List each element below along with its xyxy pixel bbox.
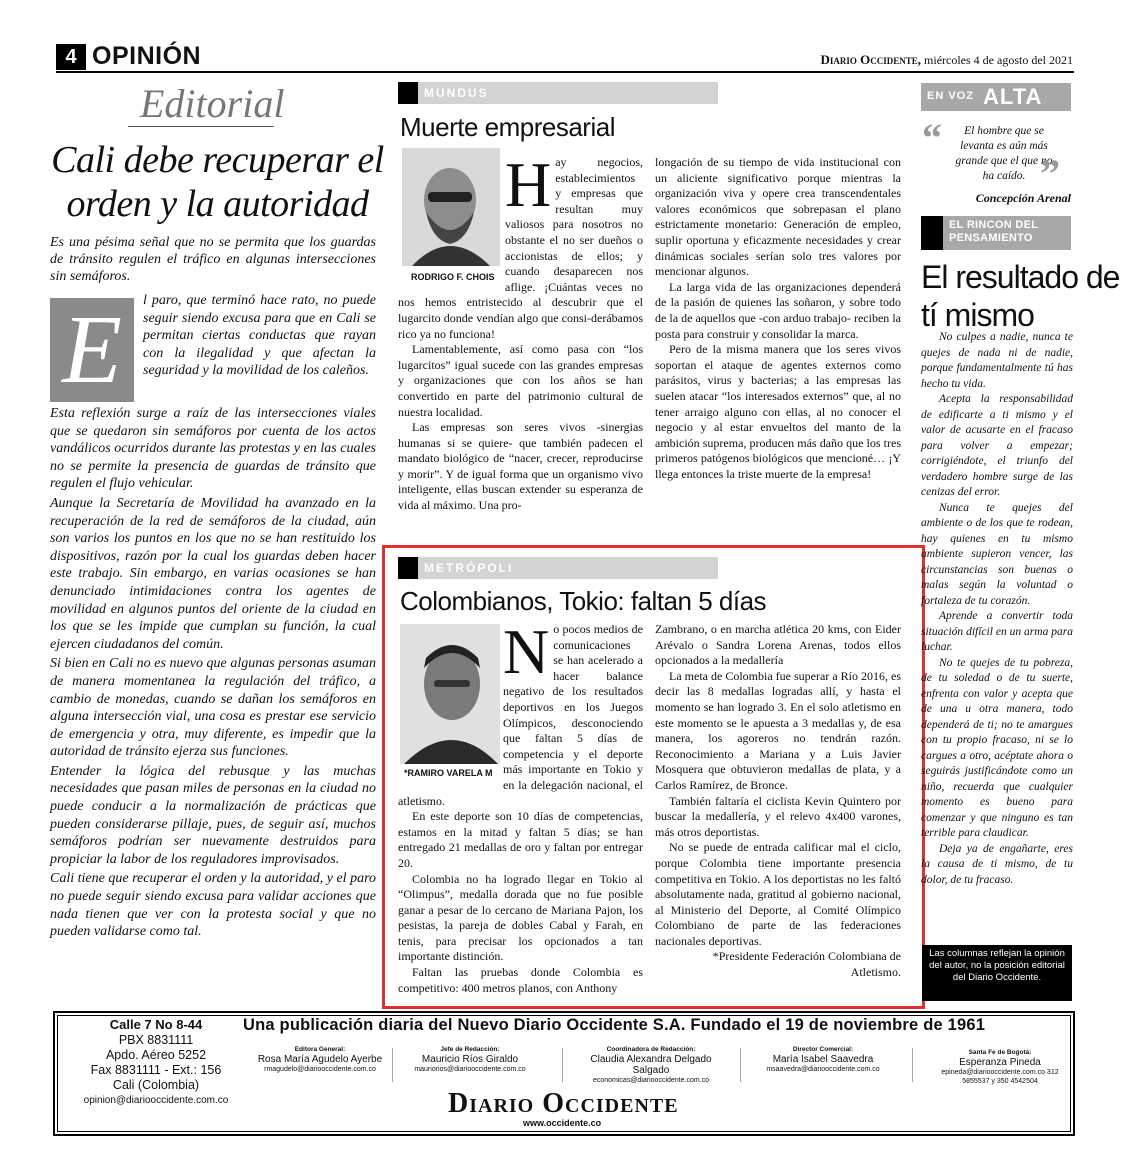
- staff-role: Coordinadora de Redacción:: [606, 1046, 696, 1053]
- editorial-paragraph: Entender la lógica del rebusque y las muchas necesidades que pasan miles de personas en la ciudad no puede conducir a la normalización de prácticas que pueden considerarse pillaje, pues, de seguir así, muchos semáforos podrían ser nuevamente destruidos para propiciar la labor de los reguladores improvisados.: [50, 763, 376, 867]
- staff-name: Rosa María Agudelo Ayerbe: [257, 1054, 383, 1065]
- staff-email[interactable]: msaavedra@diariooccidente.com.co: [766, 1066, 880, 1073]
- quote-author: Concepción Arenal: [975, 191, 1071, 205]
- staff-name: Mauricio Ríos Giraldo: [421, 1054, 519, 1065]
- rincon-title: El resultado de tí mismo: [921, 259, 1120, 333]
- editorial-first-paragraph: l paro, que terminó hace rato, no puede seguir siendo excusa para que en Cali se permitan ciertas conductas que rayan con la ilegalidad y que afectan la seguridad y la movilidad de los caleños.: [143, 293, 376, 378]
- metropoli-paragraph: No se puede de entrada calificar mal el ciclo, porque Colombia tiene importante presencia competitiva en Tokio. A los deportistas no les faltó absolutamente nada, gratitud al gobierno nacional, al Ministerio del Deporte, al Comité Olímpico Colombiano de parte de las federaciones nacionales deportivas.: [655, 840, 901, 948]
- mundus-first-paragraph: ay negocios, establecimientos y empresas que resultan muy valiosos para nosotros no obstante el no ser dueños o accionistas de ellos; y cuando desaparecen nos aflige. ¡Cuántas veces no nos hemos entristecido al descubrir que el lugarcito donde vendían algo que consi-derábamos rico ya no funciona!: [398, 155, 643, 341]
- editorial-title: Cali debe recuperar el orden y la autoridad: [51, 139, 384, 225]
- staff-divider: [392, 1048, 393, 1082]
- mundus-tag: [398, 82, 718, 104]
- metropoli-footnote: *Presidente Federación Colombiana de Atletismo.: [712, 949, 901, 980]
- address-line: Cali (Colombia): [112, 1078, 200, 1092]
- address-line: PBX 8831111: [118, 1033, 194, 1047]
- masthead-date: miércoles 4 de agosto del 2021: [924, 53, 1073, 67]
- rincon-body: [921, 330, 1073, 888]
- sidebar-quote: El hombre que se levanta es aún más grande que el que no ha caído.: [955, 125, 1053, 182]
- highlight-box: [382, 545, 925, 1009]
- mundus-paragraph: Lamentablemente, así como pasa con “los lugarcitos” igual sucede con las grandes empresas y organizaciones que con los años se han convertido en parte del patrimonio cultural de nuestra localidad.: [398, 342, 643, 419]
- editorial-paragraph: Aunque la Secretaría de Movilidad ha avanzado en la recuperación de la red de semáforos de la ciudad, aún son varios los puntos en los que no se han restituido los dispositivos, razón por la cual los guardas deben hacer este trabajo. Sin embargo, en varias ocasiones se han denunciado intimidaciones contra los agentes de movilidad en algunos puntos del oriente de la ciudad en los que se les impide que cumplan su función, la cual ejercen ciudadanos del común.: [50, 495, 376, 652]
- staff-name: María Isabel Saavedra: [772, 1054, 874, 1065]
- staff-chief: [405, 1045, 535, 1074]
- footer-logo: Diario Occidente: [448, 1088, 679, 1119]
- rincon-paragraph: Acepta la responsabilidad de edificarte a ti mismo y el valor de acusarte en el fracaso para volver a empezar; corrigiéndote, el triunfo del verdadero hombre surge de las cenizas del error.: [921, 393, 1073, 498]
- page-number: 4: [56, 44, 86, 70]
- mundus-tag-label: MUNDUS: [424, 86, 489, 100]
- staff-email[interactable]: rmagudelo@diariooccidente.com.co: [264, 1066, 376, 1073]
- mundus-author-name: RODRIGO F. CHOIS: [411, 272, 495, 282]
- staff-role: Jefe de Redacción:: [440, 1046, 500, 1053]
- footer-address: [58, 1017, 254, 1108]
- rincon-block: [921, 216, 943, 250]
- staff-bogota: [935, 1048, 1065, 1086]
- metropoli-tag-label: METRÓPOLI: [424, 561, 514, 575]
- editorial-lede: Es una pésima señal que no se permita que los guardas de tránsito regulen el tráfico en algunas intersecciones sin semáforos.: [50, 235, 376, 284]
- metropoli-paragraph: Faltan las pruebas donde Colombia es competitivo: 400 metros planos, con Anthony: [398, 965, 643, 995]
- header-rule: [56, 71, 1074, 73]
- rincon-paragraph: Deja ya de engañarte, eres la causa de ti mismo, de tu dolor, de tu fracaso.: [921, 842, 1073, 886]
- metropoli-title: Colombianos, Tokio: faltan 5 días: [400, 586, 767, 616]
- editorial-drop-cap: E: [50, 298, 134, 402]
- staff-name: Esperanza Pineda: [959, 1057, 1041, 1068]
- mundus-photo-spacer: [398, 155, 505, 285]
- metropoli-paragraph: Zambrano, o en marcha atlética 20 kms, con Eider Arévalo o Sandra Lorena Arenas, todos ellos opcionados a la medallería: [655, 622, 901, 668]
- staff-email[interactable]: epineda@diariooccidente.com.co 312 5855537 y 350 4542504: [941, 1069, 1059, 1085]
- masthead: [821, 52, 1073, 68]
- alta-label: ALTA: [983, 84, 1043, 109]
- mundus-paragraph: La larga vida de las organizaciones dependerá de la pasión de quienes las soñaron, y sobre todo de la de aquellos que -con arduo trabajo- reciben la posta para construir y consolidar la marca.: [655, 279, 901, 341]
- staff-role: Director Comercial:: [792, 1046, 854, 1053]
- staff-role: Editora General:: [294, 1046, 346, 1053]
- quote-open-icon: “: [922, 115, 942, 160]
- address-email[interactable]: opinion@diariooccidente.com.co: [83, 1095, 229, 1106]
- mundus-drop-cap: H: [505, 149, 552, 220]
- address-street: Calle 7 No 8-44: [109, 1017, 203, 1032]
- quote-close-icon: ”: [1040, 151, 1060, 196]
- rincon-banner: EL RINCON DEL PENSAMIENTO: [921, 216, 1071, 250]
- address-line: Apdo. Aéreo 5252: [105, 1048, 207, 1062]
- mundus-paragraph: Las empresas son seres vivos -sinergias humanas si se quiere- que también padecen el mandato biológico de “nacer, crecer, reproducirse y morir”. Y de igual forma que un organismo vivo inteligente, ellas buscan extender su esperanza de vida al máximo. Una pro-: [398, 420, 643, 513]
- editorial-paragraph: Esta reflexión surge a raíz de las intersecciones viales que se quedaron sin semáforos por cuenta de los actos vandálicos ocurridos durante las protestas y en las cuales no se permite la presencia de guardas de tránsito que regulen el flujo vehicular.: [50, 406, 376, 492]
- rincon-paragraph: Nunca te quejes del ambiente o de los que te rodean, hay quienes en tu mismo ambiente supieron vencer, las circunstancias son buenas o malas según la voluntad o fortaleza de tu corazón.: [921, 501, 1073, 607]
- mundus-column-2: [655, 155, 901, 482]
- metropoli-drop-cap: N: [503, 616, 550, 687]
- editorial-paragraph: Cali tiene que recuperar el orden y la autoridad, y el paro no puede seguir siendo excusa para validar acciones que nada tienen que ver con la protesta social y que no pueden validarse como tal.: [50, 871, 376, 940]
- staff-divider: [912, 1048, 913, 1082]
- mundus-paragraph: longación de su tiempo de vida institucional con un aliciente significativo porque mientras la organización viva y opere crea transcendentales valores económicos que sobrepasan el plano estrictamente monetario: Generación de empleo, suplir oportuna y eficazmente necesidades y crear dinámicas sociales serían solo tres valores por mencionar algunos.: [655, 155, 901, 279]
- staff-editor: [255, 1045, 385, 1074]
- staff-commercial: [758, 1045, 888, 1074]
- metropoli-author-name: *RAMIRO VARELA M: [404, 768, 493, 778]
- staff-coordinator: [576, 1045, 726, 1085]
- rincon-paragraph: No te quejes de tu pobreza, de tu soledad o de tu suerte, enfrenta con valor y acepta que de una u otra manera, todo dependerá de ti; no te amargues con tu propio fracaso, ni se lo cargues a otro, acéptate ahora o seguirás justificándote como un niño, recuerda que cualquier momento es bueno para comenzar y que ninguno es tan terrible para claudicar.: [921, 656, 1073, 839]
- address-line: Fax 8831111 - Ext.: 156: [90, 1063, 222, 1077]
- metropoli-first-paragraph: o pocos medios de comunicaciones se han acelerado a hacer balance negativo de los resultados deportivos en los Juegos Olímpicos, desconociendo que faltan 5 días de competencia y el deporte más importante en Tokio y en la delegación nacional, el atletismo.: [398, 622, 643, 808]
- mundus-title: Muerte empresarial: [400, 112, 615, 142]
- metropoli-paragraph: En este deporte son 10 días de competencias, estamos en la mitad y faltan 5 días; se han entregado 21 medallas de oro y faltan por entregar 20.: [398, 809, 643, 870]
- en-voz-alta-banner: [921, 83, 1071, 111]
- disclaimer-note: Las columnas reflejan la opinión del autor, no la posición editorial del Diario Occidente.: [922, 945, 1072, 1001]
- staff-divider: [740, 1048, 741, 1082]
- staff-role: Santa Fe de Bogotá:: [968, 1049, 1032, 1056]
- staff-email[interactable]: economicas@diariooccidente.com.co: [592, 1077, 710, 1084]
- editorial-body: [50, 405, 376, 943]
- rincon-paragraph: No culpes a nadie, nunca te quejes de nada ni de nadie, porque fundamentalmente tú has hecho tu vida.: [921, 331, 1073, 390]
- metropoli-paragraph: La meta de Colombia fue superar a Río 2016, es decir las 8 medallas logradas allí, y hasta el momento se han logrado 3. En el solo atletismo en este momento se le apuesta a 3 medallas y, de esa manera, los agoreros no tendrán razón. Reconocimiento a Mariana y a Luis Javier Mosquera que obtuvieron medallas de plata, y a Carlos Ramírez, de Bronce.: [655, 668, 901, 792]
- mundus-paragraph: Pero de la misma manera que los seres vivos soportan el ataque de agentes externos como parásitos, virus y bacterias; a las empresas las suelen atacar “los interesados externos” que, al no tener arraigo alguno con ellas, al no conocer el negocio y al estar envueltos del manto de la ambición suprema, producen más daño que los tres primeros patógenos biológicos que mencioné… ¡Y llega entonces la triste muerte de la empresa!: [655, 342, 901, 481]
- editorial-rule: [128, 126, 274, 127]
- footer-website[interactable]: www.occidente.co: [523, 1118, 602, 1128]
- mundus-column-1: [398, 149, 643, 514]
- staff-divider: [562, 1048, 563, 1082]
- editorial-kicker: Editorial: [140, 81, 285, 126]
- editorial-paragraph: Si bien en Cali no es nuevo que algunas personas asuman de manera momentanea la regulación del tráfico, a cambio de monedas, cuando se dañan los semáforos en alguna intersección vial, una cosa es prestar ese servicio de emergencia y otra, muy diferente, es impedir que la autoridad de tránsito ejerza sus funciones.: [50, 656, 376, 760]
- staff-name: Claudia Alexandra Delgado Salgado: [590, 1054, 712, 1076]
- section-title: OPINIÓN: [92, 42, 202, 70]
- rincon-paragraph: Aprende a convertir toda situación difícil en un arma para luchar.: [921, 610, 1073, 653]
- metropoli-paragraph: Colombia no ha logrado llegar en Tokio al “Olimpus”, medalla dorada que no fue posible ganar a pesar de lo cercano de Mariana Pajon, los pesistas, la pareja de dobles Cabal y Farah, en tenis, para precisar los opcionados a tan importante distinción.: [398, 871, 643, 964]
- footer-tagline: Una publicación diaria del Nuevo Diario Occidente S.A. Fundado el 19 de noviembre de 1961: [243, 1016, 986, 1034]
- metropoli-paragraph: También faltaría el ciclista Kevin Quintero por buscar la medallería, y el relevo 4x400 varones, más otros deportistas.: [655, 793, 901, 839]
- en-voz-label: EN VOZ: [927, 90, 974, 102]
- masthead-paper: Diario Occidente,: [820, 52, 922, 67]
- staff-email[interactable]: mauriorios@diariooccidente.com.co: [414, 1066, 526, 1073]
